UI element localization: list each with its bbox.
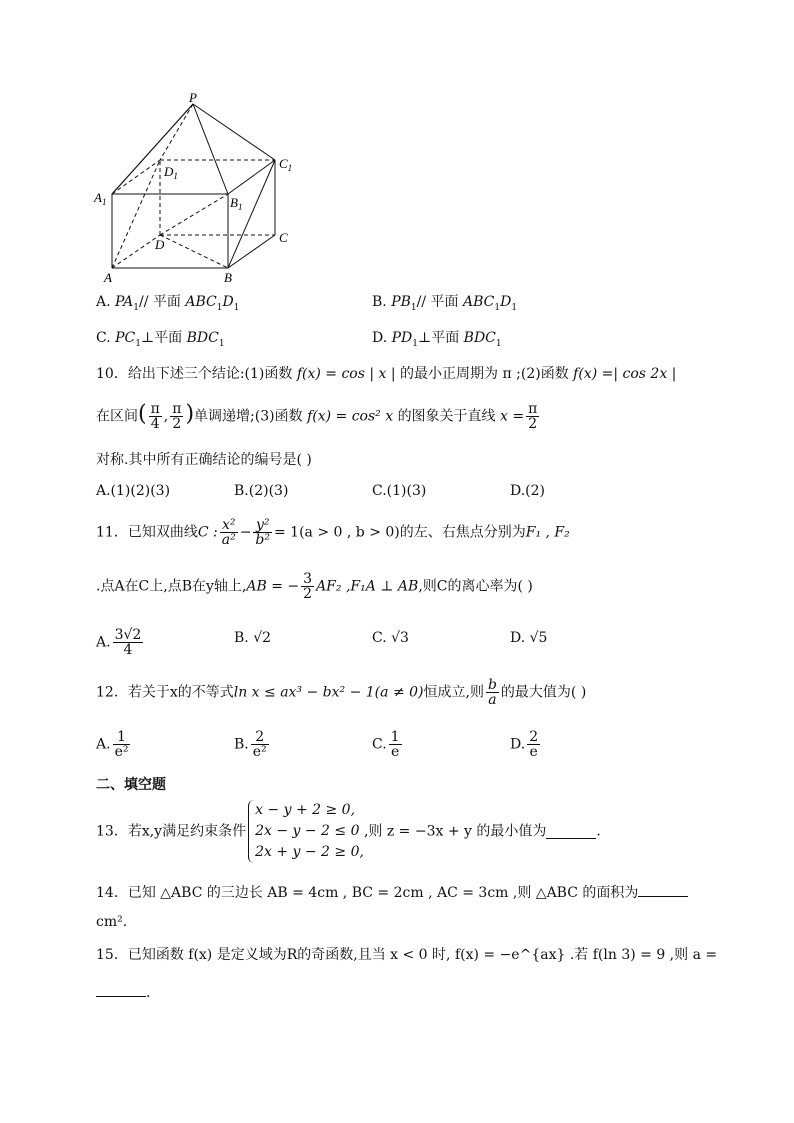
label-B1: $B_1$ bbox=[230, 195, 243, 212]
q9-option-b[interactable]: B. $PB_1//$ 平面 $ABC_1D_1$ bbox=[372, 294, 518, 313]
q15-line2: . bbox=[96, 982, 150, 1003]
label-B: B bbox=[224, 270, 232, 285]
q13-constraint-system: x − y + 2 ≥ 0, 2x − y − 2 ≤ 0 2x + y − 2 ≥ 0, bbox=[248, 800, 364, 863]
label-C: C bbox=[279, 230, 288, 245]
q9-option-d[interactable]: D. $PD_1\perp$平面 $BDC_1$ bbox=[372, 330, 502, 349]
q12-option-a[interactable]: A. $\frac{1}{\text{e²}}$ bbox=[96, 729, 129, 760]
label-P: P bbox=[189, 92, 197, 105]
section-heading-fill-in: 二、填空题 bbox=[96, 777, 166, 793]
label-A1: $A_1$ bbox=[94, 190, 107, 207]
q9-option-c[interactable]: C. $PC_1\perp$平面 $BDC_1$ bbox=[96, 330, 225, 349]
q10-option-c[interactable]: C.(1)(3) bbox=[372, 483, 427, 499]
q12-line: 12．若关于x的不等式ln x ≤ ax³ − bx² − 1(a ≠ 0)恒成立,则 $\frac{b}{a}$ 的最大值为( ) bbox=[96, 677, 587, 708]
prism-figure bbox=[92, 92, 302, 288]
q11-option-c[interactable]: C. √3 bbox=[372, 630, 409, 646]
label-D1: $D_1$ bbox=[164, 164, 178, 181]
q15-line1: 15．已知函数 f(x) 是定义域为R的奇函数,且当 x < 0 时, f(x) = −e^{ax} .若 f(ln 3) = 9 ,则 a = bbox=[96, 947, 718, 963]
q15-answer-blank[interactable] bbox=[96, 982, 146, 997]
label-C1: $C_1$ bbox=[279, 156, 293, 173]
q11-option-a[interactable]: A. $\frac{3√2}{4}$ bbox=[96, 627, 142, 658]
label-D: D bbox=[155, 237, 165, 252]
q14-line2: cm². bbox=[96, 914, 128, 930]
q13-answer-blank[interactable] bbox=[546, 824, 596, 839]
q14-answer-blank[interactable] bbox=[638, 882, 688, 897]
q12-option-d[interactable]: D. $\frac{2}{e}$ bbox=[510, 729, 539, 760]
q11-option-b[interactable]: B. √2 bbox=[234, 630, 272, 646]
q12-option-c[interactable]: C. $\frac{1}{e}$ bbox=[372, 729, 400, 760]
q10-line3: 对称.其中所有正确结论的编号是( ) bbox=[96, 452, 312, 468]
q11-line2: .点A在C上,点B在y轴上,AB = − $\frac{3}{2}$ AF₂ ,F₁A ⊥ AB,则C的离心率为( ) bbox=[96, 571, 533, 602]
q14-line1: 14．已知 △ABC 的三边长 AB = 4cm , BC = 2cm , AC = 3cm ,则 △ABC 的面积为 bbox=[96, 882, 688, 903]
q10-line2: 在区间( $\frac{\pi}{4}$ , $\frac{\pi}{2}$ )单调递增;(3)函数 f(x) = cos² x 的图象关于直线 x = $\frac{\pi}{2}$ bbox=[96, 401, 538, 432]
q12-option-b[interactable]: B. $\frac{2}{\text{e²}}$ bbox=[234, 729, 267, 760]
q11-line1: 11．已知双曲线C : $\frac{\text{x²}}{\text{a²}}$ − $\frac{\text{y²}}{\text{b²}}$ = 1(a > 0 , b > 0)的左、右焦点分别为F₁ , F₂ bbox=[96, 517, 570, 548]
q10-option-b[interactable]: B.(2)(3) bbox=[234, 483, 289, 499]
q11-option-d[interactable]: D. √5 bbox=[510, 630, 548, 646]
label-A: A bbox=[104, 270, 112, 285]
q9-option-a[interactable]: A. $PA_1//$ 平面 $ABC_1D_1$ bbox=[96, 294, 240, 313]
q13-line: 13．若x,y满足约束条件 x − y + 2 ≥ 0, 2x − y − 2 ≤ 0 2x + y − 2 ≥ 0, ,则 z = −3x + y 的最小值为 . bbox=[96, 800, 601, 863]
q10-option-a[interactable]: A.(1)(2)(3) bbox=[96, 483, 171, 499]
q10-line1: 10．给出下述三个结论:(1)函数 f(x) = cos | x | 的最小正周期为 π ;(2)函数 f(x) =| cos 2x | bbox=[96, 366, 677, 382]
q10-option-d[interactable]: D.(2) bbox=[510, 483, 546, 499]
